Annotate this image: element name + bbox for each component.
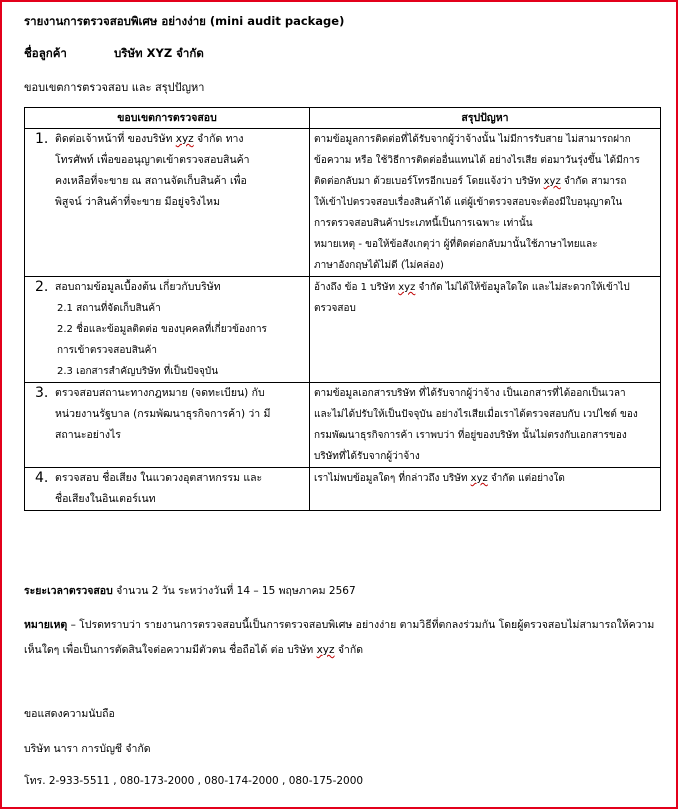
note-text: – โปรดทราบว่า รายงานการตรวจสอบนี้เป็นการตรวจสอบพิเศษ อย่างง่าย ตามวิธีที่ตกลงร่วมกัน โดยผู้ตรวจสอบไม่สามารถให้ความเห็นใดๆ เพื่อเป็นการตัดสินใจต่อความมีตัวตน ชื่อถือได้ ต่อ บริษัท xyz จำกัด (24, 619, 655, 656)
summary-line: หมายเหตุ - ขอให้ข้อสังเกตุว่า ผู้ที่ติดต่อกลับมานั้นใช้ภาษาไทยและ (314, 239, 598, 250)
table-row (25, 129, 661, 277)
scope-line: พิสูจน์ ว่าสินค้าที่จะขาย มีอยู่จริงไหม (55, 196, 220, 208)
summary-line: เราไม่พบข้อมูลใดๆ ที่กล่าวถึง บริษัท xyz จำกัด แต่อย่างใด (314, 473, 565, 484)
summary-line: ภาษาอังกฤษได้ไม่ดี (ไม่คล่อง) (314, 260, 444, 271)
summary-line: กรมพัฒนาธุรกิจการค้า เราพบว่า ที่อยู่ของบริษัท นั้นไม่ตรงกับเอกสารของ (314, 430, 627, 441)
contact-phone: โทร. 2-933-5511 , 080-173-2000 , 080-174-2000 , 080-175-2000 (24, 775, 364, 787)
period-label: ระยะเวลาตรวจสอบ (24, 585, 113, 597)
item-number: 3. (35, 385, 49, 401)
scope-sub-item: การเข้าตรวจสอบสินค้า (57, 345, 157, 356)
item-number: 4. (35, 470, 49, 486)
scope-line: คงเหลือที่จะขาย ณ สถานจัดเก็บสินค้า เพื่อ (55, 175, 247, 187)
client-row (24, 45, 204, 63)
report-title: รายงานการตรวจสอบพิเศษ อย่างง่าย (mini audit package) (24, 14, 345, 28)
scope-line: ตรวจสอบสถานะทางกฎหมาย (จดทะเบียน) กับ (55, 387, 265, 399)
summary-line: บริษัทที่ได้รับจากผู้ว่าจ้าง (314, 451, 420, 462)
scope-sub-item: 2.2 ชื่อและข้อมูลติดต่อ ของบุคคลที่เกี่ยวข้องการ (57, 324, 267, 335)
summary-cell (310, 383, 661, 468)
scope-line: ติดต่อเจ้าหน้าที่ ของบริษัท xyz จำกัด ทาง (55, 133, 244, 145)
scope-cell (25, 468, 310, 511)
summary-cell (310, 468, 661, 511)
summary-line: ข้อความ หรือ ใช้วิธีการติดต่ออื่นแทนได้ อย่างไรเสีย ต่อมาวันรุ่งขึ้น ได้มีการ (314, 155, 640, 166)
item-number: 1. (35, 131, 49, 147)
table-header-row (25, 108, 661, 129)
header-summary: สรุปปัญหา (310, 108, 661, 129)
header-scope: ขอบเขตการตรวจสอบ (25, 108, 310, 129)
scope-line: หน่วยงานรัฐบาล (กรมพัฒนาธุรกิจการค้า) ว่า มี (55, 408, 271, 420)
summary-cell (310, 129, 661, 277)
note-label: หมายเหตุ (24, 619, 68, 631)
period-text: จำนวน 2 วัน ระหว่างวันที่ 14 – 15 พฤษภาคม 2567 (116, 585, 356, 597)
table-row (25, 468, 661, 511)
scope-cell (25, 277, 310, 383)
summary-line: ติดต่อกลับมา ด้วยเบอร์โทรอีกเบอร์ โดยแจ้งว่า บริษัท xyz จำกัด สามารถ (314, 176, 627, 187)
summary-line: อ้างถึง ข้อ 1 บริษัท xyz จำกัด ไม่ได้ให้ข้อมูลใดใด และไม่สะดวกให้เข้าไป (314, 282, 630, 293)
summary-cell (310, 277, 661, 383)
client-label: ชื่อลูกค้า (24, 46, 67, 60)
audit-period (24, 582, 356, 599)
summary-line: ตามข้อมูลการติดต่อที่ได้รับจากผู้ว่าจ้างนั้น ไม่มีการรับสาย ไม่สามารถฝาก (314, 134, 631, 145)
scope-line: สอบถามข้อมูลเบื้องต้น เกี่ยวกับบริษัท (55, 281, 221, 293)
company-name: บริษัท นารา การบัญชี จำกัด (24, 743, 151, 755)
summary-line: ตรวจสอบ (314, 303, 356, 314)
scope-line: สถานะอย่างไร (55, 429, 121, 441)
scope-cell (25, 383, 310, 468)
section-caption: ขอบเขตการตรวจสอบ และ สรุปปัญหา (24, 81, 205, 94)
scope-line: โทรศัพท์ เพื่อขออนุญาตเข้าตรวจสอบสินค้า (55, 154, 250, 166)
disclaimer-note (24, 613, 662, 663)
summary-line: ตามข้อมูลเอกสารบริษัท ที่ได้รับจากผู้ว่าจ้าง เป็นเอกสารที่ได้ออกเป็นเวลา (314, 388, 626, 399)
scope-sub-item: 2.3 เอกสารสำคัญบริษัท ที่เป็นปัจจุบัน (57, 366, 219, 377)
table-row (25, 383, 661, 468)
scope-sub-item: 2.1 สถานที่จัดเก็บสินค้า (57, 303, 161, 314)
scope-cell (25, 129, 310, 277)
summary-line: ให้เข้าไปตรวจสอบเรื่องสินค้าได้ แต่ผู้เข้าตรวจสอบจะต้องมีใบอนุญาตใน (314, 197, 623, 208)
summary-line: การตรวจสอบสินค้าประเภทนี้เป็นการเฉพาะ เท่านั้น (314, 218, 533, 229)
audit-table (24, 107, 661, 511)
item-number: 2. (35, 279, 49, 295)
scope-line: ชื่อเสียงในอินเตอร์เนท (55, 493, 156, 505)
closing-salutation: ขอแสดงความนับถือ (24, 708, 115, 720)
scope-line: ตรวจสอบ ชื่อเสียง ในแวดวงอุตสาหกรรม และ (55, 472, 263, 484)
summary-line: และไม่ได้ปรับให้เป็นปัจจุบัน อย่างไรเสียเมื่อเราได้ตรวจสอบกับ เวปไซต์ ของ (314, 409, 638, 420)
client-name: บริษัท XYZ จำกัด (114, 46, 204, 60)
table-body (25, 129, 661, 511)
table-row (25, 277, 661, 383)
